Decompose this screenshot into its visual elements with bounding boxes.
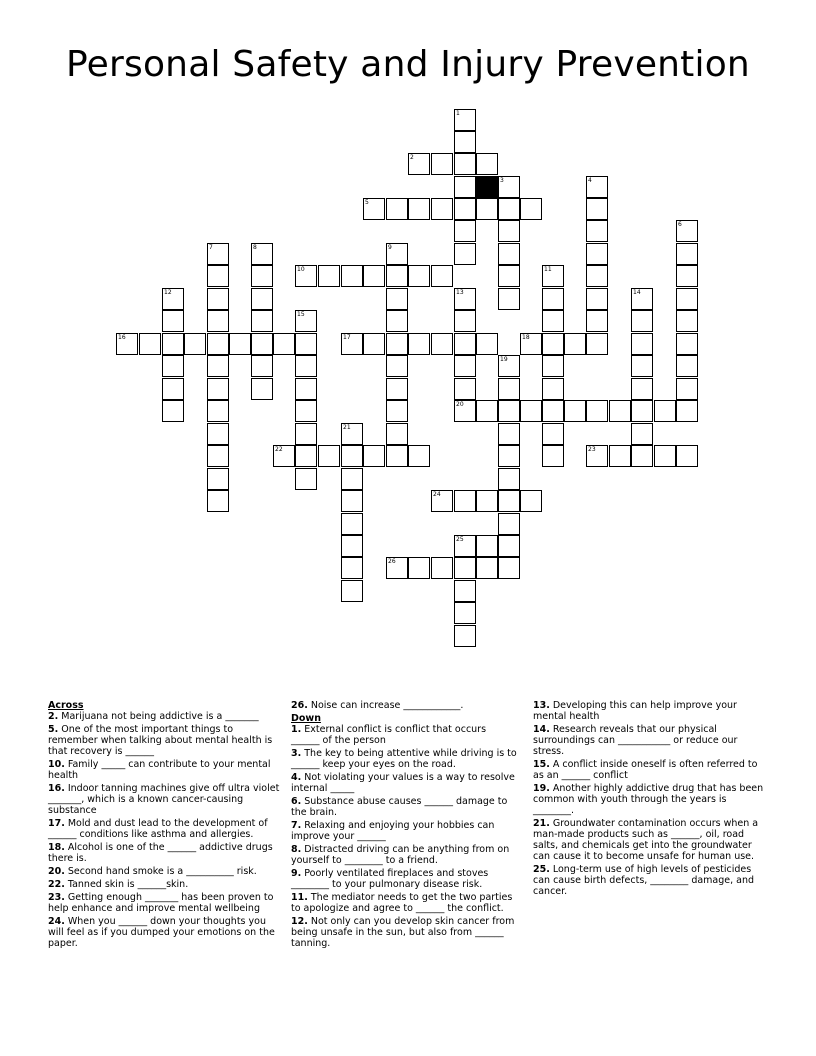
page-title: Personal Safety and Injury Prevention xyxy=(66,44,750,85)
clue-number: 12. xyxy=(291,916,308,927)
grid-cell[interactable] xyxy=(363,333,385,355)
grid-cell[interactable] xyxy=(184,333,206,355)
grid-cell[interactable] xyxy=(498,400,520,422)
grid-cell[interactable] xyxy=(162,378,184,400)
grid-cell[interactable] xyxy=(207,378,229,400)
cell-number: 16 xyxy=(118,334,126,341)
grid-cell[interactable] xyxy=(251,378,273,400)
grid-cell[interactable] xyxy=(631,400,653,422)
grid-cell[interactable] xyxy=(363,198,385,220)
grid-cell[interactable] xyxy=(676,265,698,287)
cell-number: 15 xyxy=(297,311,305,318)
clue-number: 3. xyxy=(291,748,302,759)
grid-cell[interactable] xyxy=(386,355,408,377)
grid-cell[interactable] xyxy=(454,220,476,242)
clue-number: 6. xyxy=(291,796,302,807)
down-heading: Down xyxy=(291,713,321,724)
grid-cell[interactable] xyxy=(386,288,408,310)
grid-cell[interactable] xyxy=(586,445,608,467)
grid-cell[interactable] xyxy=(454,131,476,153)
grid-cell[interactable] xyxy=(542,310,564,332)
clue-column-1 xyxy=(48,700,280,951)
grid-cell[interactable] xyxy=(498,378,520,400)
clue-item xyxy=(48,724,280,757)
clue-item xyxy=(291,892,517,914)
clue-item xyxy=(48,916,280,949)
grid-cell[interactable] xyxy=(341,333,363,355)
grid-cell[interactable] xyxy=(386,333,408,355)
clue-item xyxy=(48,783,280,816)
grid-cell[interactable] xyxy=(542,265,564,287)
clue-text: Alcohol is one of the ______ addictive drugs there is. xyxy=(48,842,273,864)
grid-cell[interactable] xyxy=(162,310,184,332)
grid-cell[interactable] xyxy=(363,265,385,287)
clue-text: Noise can increase ____________. xyxy=(307,700,464,711)
clue-number: 7. xyxy=(291,820,302,831)
cell-number: 21 xyxy=(343,424,351,431)
clue-text: Substance abuse causes ______ damage to the brain. xyxy=(291,796,508,818)
grid-cell[interactable] xyxy=(586,220,608,242)
clue-item xyxy=(291,748,517,770)
clue-number: 17. xyxy=(48,818,65,829)
clue-number: 10. xyxy=(48,759,65,770)
clue-item xyxy=(533,700,765,722)
clue-number: 18. xyxy=(48,842,65,853)
clue-text: Poorly ventilated fireplaces and stoves ________ to your pulmonary disease risk. xyxy=(291,868,489,890)
grid-cell[interactable] xyxy=(431,557,453,579)
grid-cell[interactable] xyxy=(207,490,229,512)
clue-item xyxy=(291,724,517,746)
cell-number: 18 xyxy=(522,334,530,341)
grid-cell[interactable] xyxy=(498,355,520,377)
grid-cell[interactable] xyxy=(498,220,520,242)
clue-text: Mold and dust lead to the development of ______ conditions like asthma and allergies. xyxy=(48,818,268,840)
grid-cell[interactable] xyxy=(386,265,408,287)
grid-cell[interactable] xyxy=(295,468,317,490)
grid-cell[interactable] xyxy=(207,265,229,287)
clue-number: 15. xyxy=(533,759,550,770)
grid-cell[interactable] xyxy=(341,265,363,287)
cell-number: 8 xyxy=(253,244,257,251)
clue-item xyxy=(533,783,765,816)
clue-text: Getting enough _______ has been proven to help enhance and improve mental wellbeing xyxy=(48,892,274,914)
grid-cell[interactable] xyxy=(162,400,184,422)
grid-cell[interactable] xyxy=(498,468,520,490)
grid-cell[interactable] xyxy=(295,355,317,377)
grid-cell[interactable] xyxy=(520,333,542,355)
grid-cell[interactable] xyxy=(676,400,698,422)
grid-cell[interactable] xyxy=(631,310,653,332)
grid-cell[interactable] xyxy=(631,355,653,377)
clue-item xyxy=(48,759,280,781)
grid-cell[interactable] xyxy=(207,423,229,445)
clue-item xyxy=(291,700,517,711)
clue-number: 19. xyxy=(533,783,550,794)
grid-cell[interactable] xyxy=(341,468,363,490)
grid-cell[interactable] xyxy=(476,153,498,175)
down-clue-list-continued xyxy=(533,700,765,897)
grid-cell[interactable] xyxy=(676,288,698,310)
clue-item xyxy=(533,759,765,781)
grid-cell[interactable] xyxy=(676,445,698,467)
clue-item xyxy=(291,772,517,794)
clue-text: The key to being attentive while driving is to ______ keep your eyes on the road. xyxy=(291,748,517,770)
clue-text: When you ______ down your thoughts you will feel as if you dumped your emotions on the paper. xyxy=(48,916,275,949)
grid-cell[interactable] xyxy=(542,333,564,355)
grid-cell[interactable] xyxy=(654,400,676,422)
grid-cell[interactable] xyxy=(454,602,476,624)
grid-cell[interactable] xyxy=(295,423,317,445)
grid-cell[interactable] xyxy=(162,355,184,377)
grid-cell[interactable] xyxy=(476,557,498,579)
grid-cell[interactable] xyxy=(476,400,498,422)
clue-item xyxy=(291,844,517,866)
grid-cell[interactable] xyxy=(454,557,476,579)
grid-cell[interactable] xyxy=(408,153,430,175)
grid-cell[interactable] xyxy=(454,625,476,647)
grid-cell[interactable] xyxy=(631,423,653,445)
grid-cell[interactable] xyxy=(454,378,476,400)
clue-column-2 xyxy=(291,700,517,951)
grid-cell[interactable] xyxy=(454,355,476,377)
clue-number: 5. xyxy=(48,724,59,735)
grid-cell[interactable] xyxy=(295,310,317,332)
grid-cell[interactable] xyxy=(386,445,408,467)
grid-cell[interactable] xyxy=(386,310,408,332)
clue-number: 9. xyxy=(291,868,302,879)
grid-cell[interactable] xyxy=(162,333,184,355)
grid-cell[interactable] xyxy=(564,333,586,355)
clue-item xyxy=(533,818,765,862)
grid-cell[interactable] xyxy=(116,333,138,355)
grid-cell[interactable] xyxy=(386,557,408,579)
grid-cell[interactable] xyxy=(139,333,161,355)
across-heading: Across xyxy=(48,700,84,711)
grid-cell[interactable] xyxy=(454,535,476,557)
grid-cell[interactable] xyxy=(408,198,430,220)
cell-number: 11 xyxy=(544,266,552,273)
grid-cell[interactable] xyxy=(454,310,476,332)
cell-number: 6 xyxy=(678,221,682,228)
grid-cell[interactable] xyxy=(431,333,453,355)
grid-cell[interactable] xyxy=(295,265,317,287)
clue-text: Another highly addictive drug that has been common with youth through the years is ________. xyxy=(533,783,764,816)
clue-text: Not only can you develop skin cancer from being unsafe in the sun, but also from ______ tanning. xyxy=(291,916,515,949)
grid-cell[interactable] xyxy=(676,220,698,242)
grid-cell[interactable] xyxy=(454,333,476,355)
grid-cell[interactable] xyxy=(207,445,229,467)
clue-number: 14. xyxy=(533,724,550,735)
grid-cell[interactable] xyxy=(498,513,520,535)
clue-text: Distracted driving can be anything from on yourself to ________ to a friend. xyxy=(291,844,510,866)
grid-cell[interactable] xyxy=(341,513,363,535)
clue-text: The mediator needs to get the two parties to apologize and agree to ______ the conflict. xyxy=(291,892,513,914)
cell-number: 1 xyxy=(456,110,460,117)
clue-number: 16. xyxy=(48,783,65,794)
grid-cell[interactable] xyxy=(341,580,363,602)
grid-cell[interactable] xyxy=(408,265,430,287)
grid-cell[interactable] xyxy=(542,445,564,467)
clue-item xyxy=(291,820,517,842)
grid-cell[interactable] xyxy=(318,265,340,287)
grid-cell[interactable] xyxy=(564,400,586,422)
grid-cell[interactable] xyxy=(251,265,273,287)
clue-text: Research reveals that our physical surroundings can ___________ or reduce our stress. xyxy=(533,724,738,757)
clue-number: 26. xyxy=(291,700,308,711)
cell-number: 14 xyxy=(633,289,641,296)
grid-cell[interactable] xyxy=(586,198,608,220)
grid-cell[interactable] xyxy=(207,468,229,490)
clue-number: 22. xyxy=(48,879,65,890)
grid-cell[interactable] xyxy=(476,198,498,220)
grid-cell[interactable] xyxy=(454,109,476,131)
grid-cell[interactable] xyxy=(341,445,363,467)
grid-cell[interactable] xyxy=(386,400,408,422)
grid-cell[interactable] xyxy=(207,288,229,310)
grid-cell[interactable] xyxy=(676,378,698,400)
grid-cell[interactable] xyxy=(676,333,698,355)
clue-text: Marijuana not being addictive is a _______ xyxy=(58,711,259,722)
clue-item xyxy=(48,892,280,914)
grid-cell[interactable] xyxy=(408,557,430,579)
clue-item xyxy=(48,866,280,877)
grid-cell[interactable] xyxy=(454,198,476,220)
grid-cell[interactable] xyxy=(654,445,676,467)
clue-item xyxy=(533,724,765,757)
grid-cell[interactable] xyxy=(498,490,520,512)
grid-cell[interactable] xyxy=(454,153,476,175)
grid-cell[interactable] xyxy=(273,333,295,355)
clue-item xyxy=(48,818,280,840)
grid-cell[interactable] xyxy=(498,198,520,220)
grid-cell[interactable] xyxy=(454,400,476,422)
clue-text: Tanned skin is ______skin. xyxy=(64,879,189,890)
grid-cell[interactable] xyxy=(454,580,476,602)
clue-text: Developing this can help improve your mental health xyxy=(533,700,737,722)
grid-cell[interactable] xyxy=(542,355,564,377)
clue-number: 13. xyxy=(533,700,550,711)
clue-text: Relaxing and enjoying your hobbies can improve your ______ xyxy=(291,820,495,842)
grid-cell[interactable] xyxy=(431,153,453,175)
cell-number: 25 xyxy=(456,536,464,543)
grid-cell[interactable] xyxy=(676,243,698,265)
grid-cell[interactable] xyxy=(542,400,564,422)
cell-number: 12 xyxy=(164,289,172,296)
grid-cell[interactable] xyxy=(520,490,542,512)
grid-cell[interactable] xyxy=(542,288,564,310)
grid-cell[interactable] xyxy=(498,535,520,557)
cell-number: 7 xyxy=(209,244,213,251)
grid-cell[interactable] xyxy=(251,355,273,377)
cell-number: 13 xyxy=(456,289,464,296)
grid-cell[interactable] xyxy=(586,310,608,332)
grid-cell[interactable] xyxy=(520,198,542,220)
cell-number: 17 xyxy=(343,334,351,341)
clue-item xyxy=(291,796,517,818)
cell-number: 20 xyxy=(456,401,464,408)
grid-cell[interactable] xyxy=(341,423,363,445)
grid-cell[interactable] xyxy=(386,243,408,265)
clue-number: 23. xyxy=(48,892,65,903)
down-clue-list xyxy=(291,724,517,949)
grid-cell[interactable] xyxy=(498,557,520,579)
grid-cell[interactable] xyxy=(609,445,631,467)
grid-cell[interactable] xyxy=(476,333,498,355)
clue-number: 25. xyxy=(533,864,550,875)
clue-number: 8. xyxy=(291,844,302,855)
grid-cell[interactable] xyxy=(586,243,608,265)
clue-number: 21. xyxy=(533,818,550,829)
grid-cell[interactable] xyxy=(586,265,608,287)
grid-cell[interactable] xyxy=(251,243,273,265)
clue-item xyxy=(291,868,517,890)
grid-cell[interactable] xyxy=(251,288,273,310)
grid-cell[interactable] xyxy=(586,176,608,198)
grid-cell[interactable] xyxy=(498,176,520,198)
clue-number: 11. xyxy=(291,892,308,903)
grid-cell[interactable] xyxy=(676,355,698,377)
grid-cell[interactable] xyxy=(454,243,476,265)
clue-text: A conflict inside oneself is often referred to as an ______ conflict xyxy=(533,759,758,781)
cell-number: 10 xyxy=(297,266,305,273)
grid-cell[interactable] xyxy=(318,445,340,467)
cell-number: 23 xyxy=(588,446,596,453)
grid-cell[interactable] xyxy=(454,288,476,310)
grid-cell[interactable] xyxy=(408,445,430,467)
grid-cell[interactable] xyxy=(207,243,229,265)
grid-cell[interactable] xyxy=(386,423,408,445)
clue-number: 4. xyxy=(291,772,302,783)
clue-column-3 xyxy=(533,700,765,899)
cell-number: 24 xyxy=(433,491,441,498)
grid-cell[interactable] xyxy=(295,445,317,467)
grid-cell[interactable] xyxy=(207,355,229,377)
grid-cell[interactable] xyxy=(454,176,476,198)
grid-cell[interactable] xyxy=(295,378,317,400)
grid-cell[interactable] xyxy=(609,400,631,422)
grid-cell[interactable] xyxy=(251,333,273,355)
grid-cell[interactable] xyxy=(542,423,564,445)
clue-number: 24. xyxy=(48,916,65,927)
clue-text: Indoor tanning machines give off ultra violet _______, which is a known cancer-causing substance xyxy=(48,783,280,816)
grid-cell[interactable] xyxy=(476,535,498,557)
grid-cell[interactable] xyxy=(631,378,653,400)
grid-cell[interactable] xyxy=(251,310,273,332)
grid-cell[interactable] xyxy=(363,445,385,467)
clue-text: Family _____ can contribute to your mental health xyxy=(48,759,271,781)
grid-cell[interactable] xyxy=(207,310,229,332)
grid-cell[interactable] xyxy=(341,557,363,579)
clue-text: Second hand smoke is a __________ risk. xyxy=(64,866,257,877)
clue-number: 1. xyxy=(291,724,302,735)
cell-number: 4 xyxy=(588,177,592,184)
clue-text: External conflict is conflict that occurs ______ of the person xyxy=(291,724,487,746)
grid-cell[interactable] xyxy=(476,490,498,512)
grid-cell[interactable] xyxy=(586,400,608,422)
grid-cell[interactable] xyxy=(386,198,408,220)
clue-text: One of the most important things to remember when talking about mental health is that recovery is ______ xyxy=(48,724,273,757)
cell-number: 2 xyxy=(410,154,414,161)
grid-cell[interactable] xyxy=(586,288,608,310)
grid-cell[interactable] xyxy=(631,333,653,355)
grid-cell[interactable] xyxy=(431,265,453,287)
clue-item xyxy=(291,916,517,949)
grid-cell[interactable] xyxy=(431,198,453,220)
grid-cell[interactable] xyxy=(542,378,564,400)
grid-cell[interactable] xyxy=(498,445,520,467)
grid-cell[interactable] xyxy=(341,535,363,557)
cell-number: 5 xyxy=(365,199,369,206)
grid-cell[interactable] xyxy=(295,333,317,355)
clue-text: Not violating your values is a way to resolve internal _____ xyxy=(291,772,515,794)
grid-cell[interactable] xyxy=(498,288,520,310)
grid-cell[interactable] xyxy=(498,243,520,265)
grid-cell[interactable] xyxy=(341,490,363,512)
clue-text: Groundwater contamination occurs when a man-made products such as ______, oil, road salts, and chemicals get into the groundwater can cause it to become unsafe for human use. xyxy=(533,818,759,862)
grid-cell[interactable] xyxy=(498,423,520,445)
cell-number: 3 xyxy=(500,177,504,184)
grid-cell[interactable] xyxy=(586,333,608,355)
grid-cell[interactable] xyxy=(520,400,542,422)
grid-cell[interactable] xyxy=(386,378,408,400)
grid-cell[interactable] xyxy=(207,333,229,355)
clue-number: 20. xyxy=(48,866,65,877)
across-clue-list xyxy=(48,711,280,949)
grid-cell[interactable] xyxy=(631,445,653,467)
grid-cell[interactable] xyxy=(631,288,653,310)
clue-number: 2. xyxy=(48,711,59,722)
grid-cell[interactable] xyxy=(207,400,229,422)
grid-cell[interactable] xyxy=(273,445,295,467)
blocked-cell xyxy=(476,176,498,198)
grid-cell[interactable] xyxy=(229,333,251,355)
cell-number: 22 xyxy=(275,446,283,453)
clue-item xyxy=(533,864,765,897)
grid-cell[interactable] xyxy=(295,400,317,422)
cell-number: 9 xyxy=(388,244,392,251)
cell-number: 19 xyxy=(500,356,508,363)
clue-item xyxy=(48,711,280,722)
cell-number: 26 xyxy=(388,558,396,565)
grid-cell[interactable] xyxy=(162,288,184,310)
grid-cell[interactable] xyxy=(431,490,453,512)
grid-cell[interactable] xyxy=(676,310,698,332)
grid-cell[interactable] xyxy=(498,265,520,287)
grid-cell[interactable] xyxy=(454,490,476,512)
clue-item xyxy=(48,842,280,864)
clue-text: Long-term use of high levels of pesticides can cause birth defects, ________ damage, and cancer. xyxy=(533,864,755,897)
clue-item xyxy=(48,879,280,890)
grid-cell[interactable] xyxy=(408,333,430,355)
across-clue-list-continued xyxy=(291,700,517,711)
